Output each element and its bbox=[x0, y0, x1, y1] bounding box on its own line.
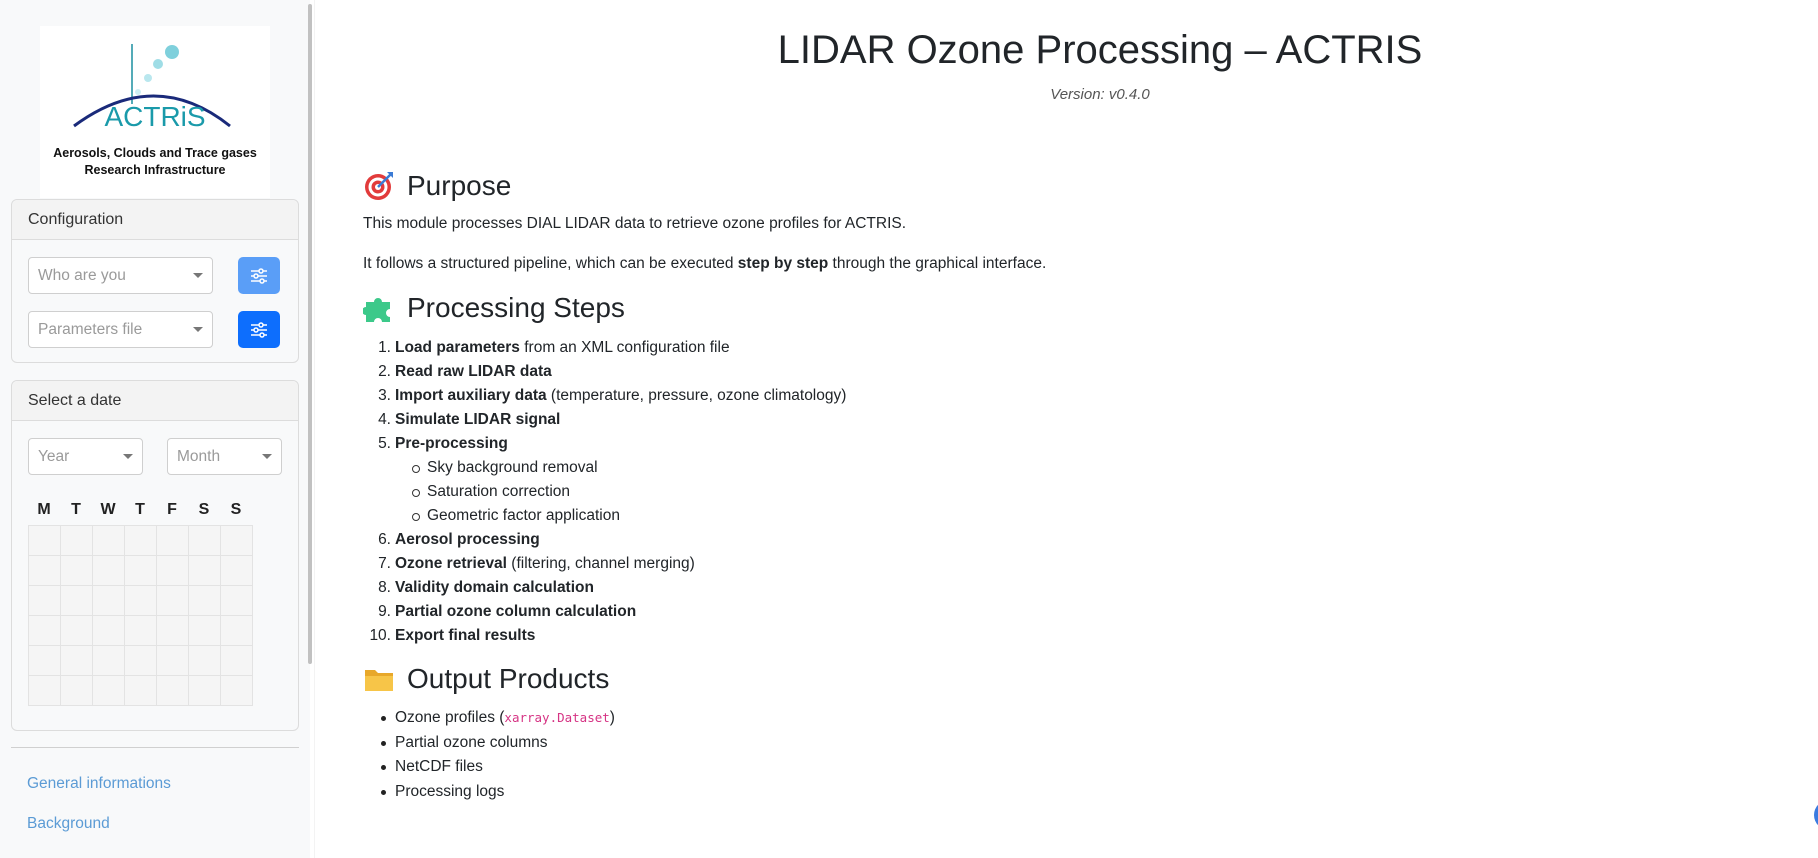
calendar-day-cell[interactable] bbox=[189, 556, 221, 586]
sliders-icon bbox=[250, 268, 268, 284]
purpose-p2-post: through the graphical interface. bbox=[828, 255, 1047, 272]
calendar bbox=[28, 495, 253, 706]
step-item: 1. Load parameters from an XML configuration file bbox=[378, 339, 730, 356]
weekday-wednesday: W bbox=[100, 501, 116, 518]
calendar-day-cell[interactable] bbox=[93, 616, 125, 646]
calendar-day-cell[interactable] bbox=[61, 556, 93, 586]
calendar-day-cell[interactable] bbox=[189, 526, 221, 556]
calendar-day-cell[interactable] bbox=[125, 646, 157, 676]
calendar-day-cell[interactable] bbox=[189, 616, 221, 646]
calendar-day-cell[interactable] bbox=[157, 676, 189, 706]
step-item: 3. Import auxiliary data (temperature, pressure, ozone climatology) bbox=[378, 387, 847, 404]
weekday-monday: M bbox=[37, 501, 51, 518]
outputs-title: Output Products bbox=[407, 663, 610, 694]
output-item: Partial ozone columns bbox=[363, 731, 615, 756]
date-header: Select a date bbox=[12, 381, 298, 421]
step-item: 9. Partial ozone column calculation bbox=[378, 603, 637, 620]
substep-item: Geometric factor application bbox=[363, 504, 846, 528]
calendar-day-cell[interactable] bbox=[125, 556, 157, 586]
xarray-dataset-code: xarray.Dataset bbox=[504, 710, 610, 725]
folder-icon bbox=[363, 663, 395, 695]
year-select[interactable] bbox=[28, 438, 143, 475]
calendar-day-cell[interactable] bbox=[157, 556, 189, 586]
calendar-weekdays bbox=[28, 495, 253, 525]
link-general-informations[interactable]: General informations bbox=[27, 775, 171, 792]
who-settings-button[interactable] bbox=[238, 257, 280, 294]
calendar-day-cell[interactable] bbox=[61, 586, 93, 616]
purpose-p2-pre: It follows a structured pipeline, which can be executed bbox=[363, 255, 738, 272]
year-placeholder: Year bbox=[38, 448, 70, 465]
output-item: Ozone profiles (xarray.Dataset) bbox=[363, 706, 615, 731]
weekday-saturday: S bbox=[198, 501, 210, 518]
preprocessing-substeps bbox=[363, 456, 846, 528]
configuration-header: Configuration bbox=[12, 200, 298, 240]
chevron-down-icon bbox=[123, 454, 133, 459]
parameters-file-select[interactable] bbox=[28, 311, 213, 348]
step-item: 6. Aerosol processing bbox=[378, 531, 540, 548]
target-icon bbox=[363, 170, 395, 202]
substep-item: Saturation correction bbox=[363, 480, 846, 504]
logo-brand-text: ACTRiS bbox=[104, 101, 206, 132]
step-item: 7. Ozone retrieval (filtering, channel merging) bbox=[378, 555, 695, 572]
main-content bbox=[315, 0, 1818, 858]
calendar-day-cell[interactable] bbox=[61, 646, 93, 676]
date-card bbox=[11, 380, 299, 731]
version-label: Version: v0.4.0 bbox=[1050, 86, 1150, 103]
outputs-heading bbox=[363, 663, 609, 695]
step-item: 8. Validity domain calculation bbox=[378, 579, 594, 596]
calendar-day-cell[interactable] bbox=[125, 526, 157, 556]
calendar-day-cell[interactable] bbox=[189, 646, 221, 676]
calendar-grid bbox=[28, 525, 253, 706]
purpose-title: Purpose bbox=[407, 170, 512, 201]
calendar-day-cell[interactable] bbox=[29, 676, 61, 706]
puzzle-icon bbox=[363, 292, 395, 324]
output-item: NetCDF files bbox=[363, 755, 615, 780]
weekday-thursday: T bbox=[135, 501, 145, 518]
steps-heading bbox=[363, 292, 625, 324]
calendar-day-cell[interactable] bbox=[125, 586, 157, 616]
output-products-list bbox=[363, 706, 615, 804]
sidebar-scrollbar[interactable] bbox=[308, 4, 312, 664]
calendar-day-cell[interactable] bbox=[61, 676, 93, 706]
calendar-day-cell[interactable] bbox=[221, 526, 253, 556]
calendar-day-cell[interactable] bbox=[93, 586, 125, 616]
calendar-day-cell[interactable] bbox=[221, 616, 253, 646]
link-background[interactable]: Background bbox=[27, 815, 110, 832]
calendar-day-cell[interactable] bbox=[189, 676, 221, 706]
calendar-day-cell[interactable] bbox=[221, 556, 253, 586]
configuration-card bbox=[11, 199, 299, 363]
step-item: 4. Simulate LIDAR signal bbox=[378, 411, 561, 428]
month-select[interactable] bbox=[167, 438, 282, 475]
calendar-day-cell[interactable] bbox=[221, 646, 253, 676]
processing-steps-list bbox=[363, 336, 846, 648]
logo-caption-line2: Research Infrastructure bbox=[84, 163, 226, 177]
step-item: 2. Read raw LIDAR data bbox=[378, 363, 552, 380]
purpose-paragraph-2 bbox=[363, 255, 1046, 273]
calendar-day-cell[interactable] bbox=[157, 586, 189, 616]
page-title: LIDAR Ozone Processing – ACTRIS bbox=[777, 28, 1423, 72]
sidebar-divider bbox=[11, 747, 299, 748]
parameters-settings-button[interactable] bbox=[238, 311, 280, 348]
chevron-down-icon bbox=[193, 273, 203, 278]
chevron-down-icon bbox=[193, 327, 203, 332]
calendar-day-cell[interactable] bbox=[221, 676, 253, 706]
calendar-day-cell[interactable] bbox=[29, 586, 61, 616]
calendar-day-cell[interactable] bbox=[125, 616, 157, 646]
month-placeholder: Month bbox=[177, 448, 221, 465]
calendar-day-cell[interactable] bbox=[93, 526, 125, 556]
weekday-friday: F bbox=[167, 501, 177, 518]
calendar-day-cell[interactable] bbox=[29, 556, 61, 586]
sidebar bbox=[0, 0, 310, 858]
weekday-tuesday: T bbox=[71, 501, 81, 518]
sliders-icon bbox=[250, 322, 268, 338]
calendar-day-cell[interactable] bbox=[93, 676, 125, 706]
calendar-day-cell[interactable] bbox=[93, 646, 125, 676]
chevron-down-icon bbox=[262, 454, 272, 459]
purpose-heading bbox=[363, 170, 511, 202]
calendar-day-cell[interactable] bbox=[125, 676, 157, 706]
actris-logo bbox=[40, 26, 270, 198]
calendar-day-cell[interactable] bbox=[157, 616, 189, 646]
purpose-paragraph-1: This module processes DIAL LIDAR data to retrieve ozone profiles for ACTRIS. bbox=[363, 215, 907, 232]
actris-logo-graphic bbox=[40, 26, 270, 144]
step-item: 5. Pre-processing bbox=[378, 435, 508, 452]
calendar-day-cell[interactable] bbox=[93, 556, 125, 586]
logo-caption-line1: Aerosols, Clouds and Trace gases bbox=[53, 146, 257, 160]
calendar-day-cell[interactable] bbox=[221, 586, 253, 616]
substep-item: Sky background removal bbox=[363, 456, 846, 480]
steps-title: Processing Steps bbox=[407, 292, 625, 323]
parameters-file-placeholder: Parameters file bbox=[38, 321, 143, 338]
calendar-day-cell[interactable] bbox=[29, 526, 61, 556]
who-are-you-select[interactable] bbox=[28, 257, 213, 294]
weekday-sunday: S bbox=[230, 501, 242, 518]
purpose-p2-bold: step by step bbox=[737, 255, 829, 272]
calendar-day-cell[interactable] bbox=[157, 526, 189, 556]
calendar-day-cell[interactable] bbox=[157, 646, 189, 676]
calendar-day-cell[interactable] bbox=[61, 616, 93, 646]
who-are-you-placeholder: Who are you bbox=[38, 267, 126, 284]
calendar-day-cell[interactable] bbox=[61, 526, 93, 556]
step-item: 10. Export final results bbox=[369, 627, 536, 644]
output-item: Processing logs bbox=[363, 780, 615, 805]
calendar-day-cell[interactable] bbox=[189, 586, 221, 616]
calendar-day-cell[interactable] bbox=[29, 616, 61, 646]
calendar-day-cell[interactable] bbox=[29, 646, 61, 676]
